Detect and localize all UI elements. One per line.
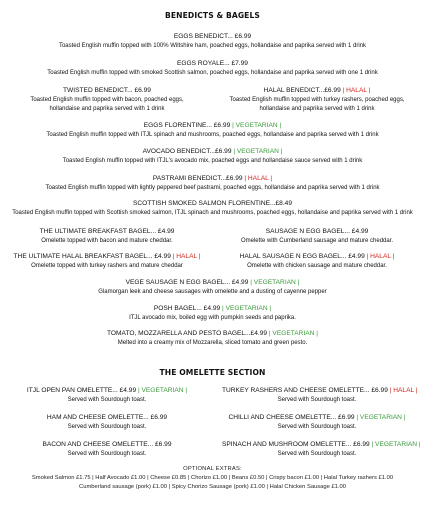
item-description: Served with Sourdough toast. [277,423,357,430]
item-description-line2: hollandaise and paprika served with 1 drink [259,105,375,112]
menu-item-halal-benedict [222,87,412,113]
item-description: Omelette with chicken sausage and mature cheddar. [247,262,387,269]
item-name: HALAL SAUSAGE N EGG BAGEL... £4.99 [239,253,365,260]
menu-item-vege-sausage-bagel [0,279,425,297]
extras-title: OPTIONAL EXTRAS: [183,466,242,472]
item-description: Toasted English muffin topped with bacon, poached eggs, [30,96,184,103]
vegetarian-tag: | VEGETARIAN | [250,279,300,286]
menu-item-open-pan-omelette [12,387,202,405]
halal-tag: | HALAL | [389,387,418,394]
item-description: Served with Sourdough toast. [67,450,147,457]
menu-item-eggs-benedict [0,33,425,51]
item-name: POSH BAGEL... £4.99 [153,305,221,312]
item-description: Toasted English muffin topped with Scottish smoked salmon, ITJL spinach and mushrooms, poached eggs, hollandaise and paprika served with 1 drink [12,209,413,216]
vegetarian-tag: | VEGETARIAN | [371,441,421,448]
item-description-line2: hollandaise and paprika served with 1 drink [49,105,165,112]
vegetarian-tag: | VEGETARIAN | [232,122,282,129]
item-name: VEGE SAUSAGE N EGG BAGEL... £4.99 [125,279,249,286]
menu-item-halal-sausage-bagel [222,253,412,271]
item-description: Toasted English muffin topped with smoked Scottish salmon, poached eggs, hollandaise and paprika served with one 1 drink [47,69,378,76]
menu-item-turkey-cheese-omelette [222,387,418,405]
menu-item-pastrami-benedict [0,175,425,193]
item-description: ITJL avocado mix, boiled egg with pumpkin seeds and paprika. [129,314,296,321]
menu-item-chilli-cheese-omelette [222,414,412,432]
item-name: BACON AND CHEESE OMELETTE... £6.99 [42,441,172,448]
item-name: TOMATO, MOZZARELLA AND PESTO BAGEL...£4.99 [107,330,268,337]
item-description: Toasted English muffin topped with lightly peppered beef pastrami, poached eggs, hollandaise and paprika served with 1 drink [45,184,380,191]
item-name: AVOCADO BENEDICT...£6.99 [142,148,232,155]
vegetarian-tag: | VEGETARIAN | [233,148,283,155]
menu-item-posh-bagel [0,305,425,323]
item-description: Glamorgan leek and cheese sausages with omelette and a dusting of cayenne pepper [98,288,327,295]
item-name: CHILLI AND CHEESE OMELETTE... £6.99 [228,414,355,421]
item-description: Toasted English muffin topped with ITJL spinach and mushrooms, poached eggs, hollandaise and paprika served with 1 drink [46,131,379,138]
item-description: Toasted English muffin topped with 100% Wiltshire ham, poached eggs, hollandaise and paprika served with 1 drink [58,42,367,49]
menu-item-eggs-florentine [0,122,425,140]
menu-item-twisted-benedict [12,87,202,113]
item-name: EGGS FLORENTINE... £6.99 [143,122,231,129]
item-description: Served with Sourdough toast. [67,396,147,403]
menu-item-spinach-mushroom-omelette [222,441,421,459]
item-description: Served with Sourdough toast. [67,423,147,430]
item-name: EGGS ROYALE... £7.99 [177,60,248,67]
item-name: EGGS BENEDICT... £6.99 [173,33,252,40]
item-name: ITJL OPEN PAN OMELETTE... £4.99 [26,387,137,394]
halal-tag: | HALAL | [342,87,371,94]
extras-line-1: Smoked Salmon £1.75 | Half Avocado £1.00 | Cheese £0.85 | Chorizo £1.00 | Beans £0.50 | Crispy bacon £1.00 | Halal Turkey rashers £1.00 [31,475,394,481]
section-title-omelettes: THE OMELETTE SECTION [159,368,266,377]
menu-item-eggs-royale [0,60,425,78]
item-description: Omelette topped with bacon and mature cheddar. [41,237,173,244]
item-description: Served with Sourdough toast. [277,396,357,403]
item-name: TURKEY RASHERS AND CHEESE OMELETTE... £6.99 [222,387,388,394]
extras-line-2: Cumberland sausage (pork) £1.00 | Spicy Chorizo Sausage (pork) £1.00 | Halal Chicken Sausage £1.00 [79,484,346,490]
item-description: Toasted English muffin topped with ITJL's avocado mix, poached eggs and hollandaise sauce served with 1 drink [62,157,363,164]
item-description: Served with Sourdough toast. [277,450,357,457]
halal-tag: | HALAL | [172,253,201,260]
item-name: PASTRAMI BENEDICT...£6.99 [152,175,243,182]
section-title-benedicts: BENEDICTS & BAGELS [165,11,260,20]
item-name: THE ULTIMATE BREAKFAST BAGEL... £4.99 [39,228,175,235]
halal-tag: | HALAL | [244,175,273,182]
item-name: HAM AND CHEESE OMELETTE... £6.99 [46,414,168,421]
menu-item-halal-breakfast-bagel [12,253,202,271]
menu-item-ham-cheese-omelette [12,414,202,432]
menu-item-tomato-mozzarella-bagel [0,330,425,348]
item-description: Omelette with Cumberland sausage and mature cheddar. [240,237,394,244]
vegetarian-tag: | VEGETARIAN | [268,330,318,337]
menu-item-sausage-egg-bagel [222,228,412,246]
item-name: SAUSAGE N EGG BAGEL... £4.99 [265,228,369,235]
item-description: Toasted English muffin topped with turkey rashers, poached eggs, [229,96,405,103]
menu-item-bacon-cheese-omelette [12,441,202,459]
item-name: SPINACH AND MUSHROOM OMELETTE... £6.99 [222,441,370,448]
item-name: SCOTTISH SMOKED SALMON FLORENTINE...£8.49 [132,200,293,207]
menu-item-avocado-benedict [0,148,425,166]
vegetarian-tag: | VEGETARIAN | [137,387,188,394]
item-name: HALAL BENEDICT...£6.99 [263,87,341,94]
menu-item-salmon-florentine [0,200,425,218]
vegetarian-tag: | VEGETARIAN | [222,305,272,312]
halal-tag: | HALAL | [366,253,395,260]
vegetarian-tag: | VEGETARIAN | [356,414,406,421]
item-name: THE ULTIMATE HALAL BREAKFAST BAGEL... £4.99 [13,253,171,260]
item-description: Omelette topped with turkey rashers and mature cheddar [31,262,183,269]
menu-item-ultimate-breakfast-bagel [12,228,202,246]
item-description: Melted into a creamy mix of Mozzarella, sliced tomato and green pesto. [117,339,308,346]
item-name: TWISTED BENEDICT... £6.99 [63,87,151,94]
